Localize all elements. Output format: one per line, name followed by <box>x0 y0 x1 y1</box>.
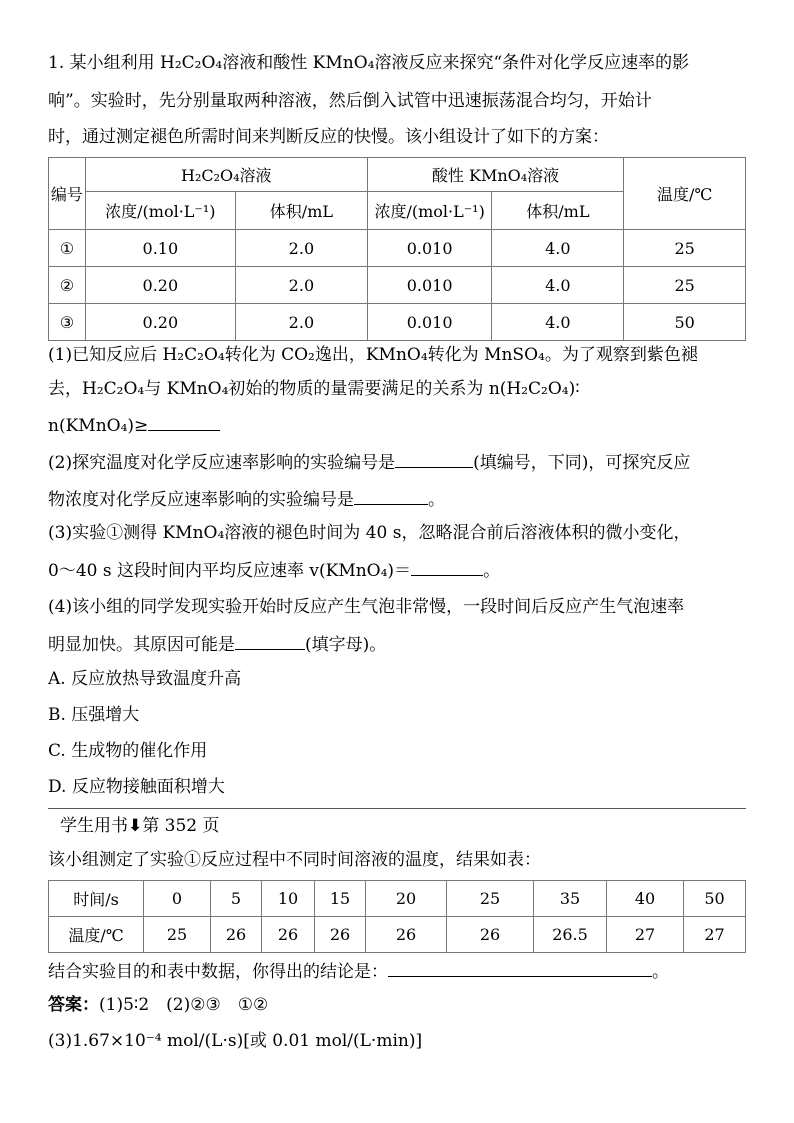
header-temperature: 温度/℃ <box>624 158 746 230</box>
down-arrow-icon: ⬇ <box>128 816 143 836</box>
header-kmno4: 酸性 KMnO₄溶液 <box>367 158 623 192</box>
answer-line-2: (3)1.67×10⁻⁴ mol/(L·s)[或 0.01 mol/(L·min)] <box>48 1031 423 1051</box>
part-1-line-1: (1)已知反应后 H₂C₂O₄转化为 CO₂逸出，KMnO₄转化为 MnSO₄。为了观察到紫色褪 <box>48 345 698 365</box>
answer-label: 答案： <box>48 995 99 1015</box>
subheader-vol-b: 体积/mL <box>492 192 624 230</box>
table-row <box>49 917 746 953</box>
table-cell: 4.0 <box>492 230 624 267</box>
section-page: 第 352 页 <box>142 816 220 836</box>
answer-text-1: (1)5∶2 (2)②③ ①② <box>99 995 269 1015</box>
table-cell: 50 <box>624 304 746 341</box>
part-4-line-1: (4)该小组的同学发现实验开始时反应产生气泡非常慢，一段时间后反应产生气泡速率 <box>48 597 685 617</box>
part-1-line-2: 去，H₂C₂O₄与 KMnO₄初始的物质的量需要满足的关系为 n(H₂C₂O₄)∶ <box>48 379 580 399</box>
table-cell: 5 <box>211 881 262 917</box>
table-row <box>49 267 746 304</box>
table-cell: 2.0 <box>235 230 367 267</box>
table-cell: 2.0 <box>235 304 367 341</box>
answer-blank[interactable] <box>148 413 220 431</box>
section-label: 学生用书 <box>60 816 128 836</box>
part-2-line-1 <box>48 450 690 474</box>
table-cell: 2.0 <box>235 267 367 304</box>
table-cell: ② <box>49 267 86 304</box>
answer-blank[interactable] <box>411 558 483 576</box>
part-2-text-a: (2)探究温度对化学反应速率影响的实验编号是 <box>48 453 396 473</box>
row-header-time: 时间/s <box>49 881 144 917</box>
table-cell: 50 <box>684 881 746 917</box>
part-2-text-b: (填编号，下同)，可探究反应 <box>473 453 691 473</box>
table-cell: 0.20 <box>85 267 235 304</box>
section-header <box>60 815 220 837</box>
table-cell: 35 <box>534 881 607 917</box>
question-line-3: 时，通过测定褪色所需时间来判断反应的快慢。该小组设计了如下的方案： <box>48 127 609 147</box>
table-cell: 0.010 <box>367 267 492 304</box>
answer-line-1 <box>48 994 268 1016</box>
row-header-temperature: 温度/℃ <box>49 917 144 953</box>
table-cell: 26 <box>447 917 534 953</box>
part-3-line-1: (3)实验①测得 KMnO₄溶液的褪色时间为 40 s，忽略混合前后溶液体积的微小变化， <box>48 523 691 543</box>
table-cell: 0.010 <box>367 304 492 341</box>
part-2-end: 。 <box>428 490 445 510</box>
option-d: D. 反应物接触面积增大 <box>48 777 225 797</box>
conclusion-line <box>48 959 669 983</box>
subheader-conc-a: 浓度/(mol·L⁻¹) <box>85 192 235 230</box>
table-cell: 25 <box>624 230 746 267</box>
table-row <box>49 304 746 341</box>
answer-blank[interactable] <box>354 487 428 505</box>
table-cell: 4.0 <box>492 304 624 341</box>
table-cell: 4.0 <box>492 267 624 304</box>
section-intro: 该小组测定了实验①反应过程中不同时间溶液的温度，结果如表： <box>48 850 541 870</box>
table-cell: 0 <box>144 881 211 917</box>
conclusion-text: 结合实验目的和表中数据，你得出的结论是： <box>48 962 388 982</box>
experiment-table <box>48 157 746 341</box>
table-cell: ① <box>49 230 86 267</box>
table-cell: 0.010 <box>367 230 492 267</box>
option-c: C. 生成物的催化作用 <box>48 741 208 761</box>
part-2-text-c: 物浓度对化学反应速率影响的实验编号是 <box>48 490 354 510</box>
table-cell: 27 <box>607 917 684 953</box>
header-h2c2o4: H₂C₂O₄溶液 <box>85 158 367 192</box>
question-line-1: 1. 某小组利用 H₂C₂O₄溶液和酸性 KMnO₄溶液反应来探究“条件对化学反应速率的影 <box>48 53 690 73</box>
temperature-table <box>48 880 746 953</box>
table-cell: 25 <box>447 881 534 917</box>
table-cell: 26 <box>262 917 315 953</box>
table-cell: 25 <box>624 267 746 304</box>
table-cell: 26.5 <box>534 917 607 953</box>
conclusion-end: 。 <box>652 962 669 982</box>
part-3-end: 。 <box>483 561 501 581</box>
table-row <box>49 230 746 267</box>
header-number: 编号 <box>49 158 86 230</box>
table-cell: ③ <box>49 304 86 341</box>
table-cell: 26 <box>315 917 366 953</box>
table-cell: 26 <box>366 917 447 953</box>
table-cell: 20 <box>366 881 447 917</box>
answer-blank[interactable] <box>388 959 652 977</box>
option-b: B. 压强增大 <box>48 705 140 725</box>
part-3-line-2 <box>48 558 500 582</box>
answer-blank[interactable] <box>395 450 473 468</box>
subheader-conc-b: 浓度/(mol·L⁻¹) <box>367 192 492 230</box>
table-cell: 26 <box>211 917 262 953</box>
table-row <box>49 881 746 917</box>
table-cell: 15 <box>315 881 366 917</box>
part-1-line-3 <box>48 413 220 437</box>
section-divider <box>48 808 746 809</box>
table-cell: 27 <box>684 917 746 953</box>
table-cell: 0.20 <box>85 304 235 341</box>
part-1-text: n(KMnO₄)≥ <box>48 416 149 436</box>
option-a: A. 反应放热导致温度升高 <box>48 669 242 689</box>
subheader-vol-a: 体积/mL <box>235 192 367 230</box>
table-cell: 0.10 <box>85 230 235 267</box>
table-cell: 10 <box>262 881 315 917</box>
part-2-line-2 <box>48 487 445 511</box>
part-4-text-b: (填字母)。 <box>305 635 387 655</box>
answer-blank[interactable] <box>235 632 305 650</box>
part-4-line-2 <box>48 632 386 656</box>
table-cell: 40 <box>607 881 684 917</box>
part-3-text: 0～40 s 这段时间内平均反应速率 v(KMnO₄)＝ <box>48 561 412 581</box>
table-cell: 25 <box>144 917 211 953</box>
part-4-text-a: 明显加快。其原因可能是 <box>48 635 235 655</box>
question-line-2: 响”。实验时，先分别量取两种溶液，然后倒入试管中迅速振荡混合均匀，开始计 <box>48 91 652 111</box>
